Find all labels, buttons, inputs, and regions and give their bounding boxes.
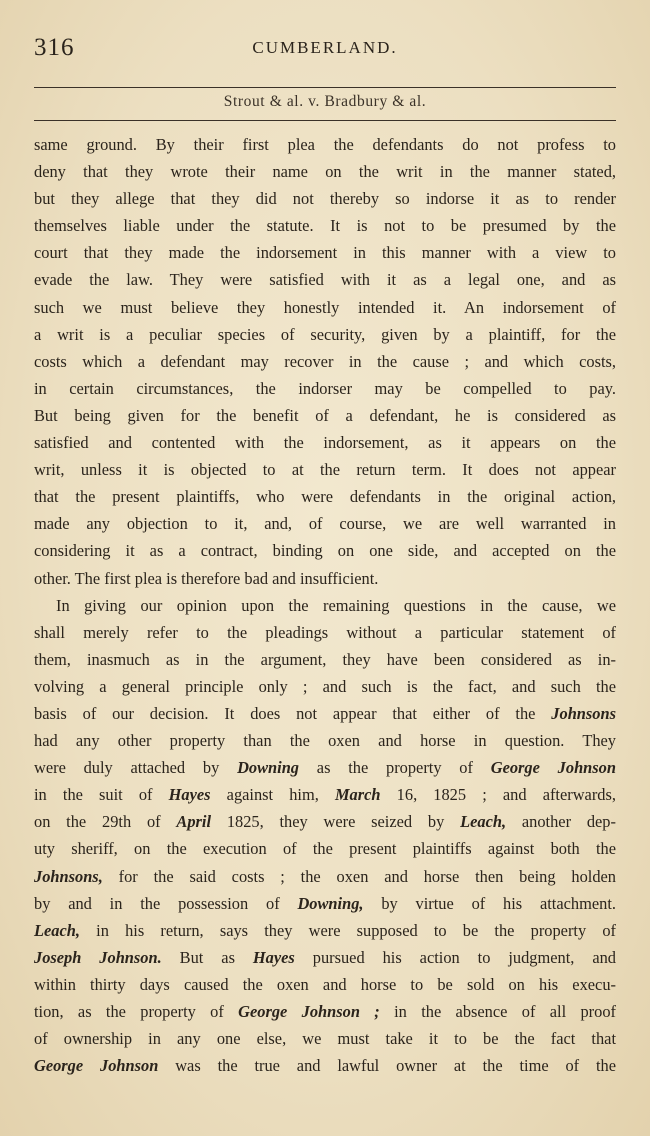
text-line: Joseph Johnson. But as Hayes pursued his action to judgment, and [34, 947, 616, 967]
text-line: But being given for the benefit of a defendant, he is considered as [34, 405, 616, 425]
text-line: them, inasmuch as in the argument, they have been considered as in- [34, 649, 616, 669]
text-line: tion, as the property of George Johnson ; in the absence of all proof [34, 1002, 616, 1021]
body-text [34, 131, 616, 1079]
text-line: within thirty days caused the oxen and horse to be sold on his execu- [34, 974, 616, 994]
text-line: costs which a defendant may recover in the cause ; and which costs, [34, 351, 616, 371]
text-line: considering it as a contract, binding on one side, and accepted on the [34, 541, 616, 561]
text-line: basis of our decision. It does not appear that either of the Johnsons [34, 703, 616, 723]
text-line: Leach, in his return, says they were supposed to be the property of [34, 920, 616, 940]
text-line: In giving our opinion upon the remaining questions in the cause, we [56, 595, 616, 615]
text-line: other. The first plea is therefore bad and insufficient. [34, 568, 379, 588]
text-line: uty sheriff, on the execution of the present plaintiffs against both the [34, 839, 616, 859]
text-line: writ, unless it is objected to at the return term. It does not appear [34, 460, 616, 480]
text-line: on the 29th of April 1825, they were seized by Leach, another dep- [34, 812, 616, 832]
text-line: by and in the possession of Downing, by virtue of his attachment. [34, 893, 616, 913]
text-line: that the present plaintiffs, who were defendants in the original action, [34, 487, 616, 507]
page-number: 316 [34, 34, 75, 61]
text-line: same ground. By their first plea the defendants do not profess to [34, 135, 616, 154]
header-rule-top [34, 87, 616, 88]
text-line: court that they made the indorsement in this manner with a view to [34, 243, 616, 263]
case-title: Strout & al. v. Bradbury & al. [223, 93, 427, 110]
text-line: such we must believe they honestly intended it. An indorsement of [34, 297, 616, 317]
text-line: were duly attached by Downing as the property of George Johnson [34, 758, 616, 778]
text-line: made any objection to it, and, of course, we are well warranted in [34, 514, 616, 534]
text-line: satisfied and contented with the indorsement, as it appears on the [34, 433, 616, 453]
text-line: had any other property than the oxen and horse in question. They [34, 731, 616, 751]
running-head: CUMBERLAND. [252, 38, 398, 57]
text-line: in the suit of Hayes against him, March 16, 1825 ; and afterwards, [34, 785, 616, 805]
text-line: deny that they wrote their name on the writ in the manner stated, [34, 162, 616, 182]
text-line: evade the law. They were satisfied with it as a legal one, and as [34, 270, 616, 290]
text-line: a writ is a peculiar species of security, given by a plaintiff, for the [34, 324, 616, 344]
text-line: George Johnson was the true and lawful owner at the time of the [34, 1056, 616, 1076]
text-line: shall merely refer to the pleadings without a particular statement of [34, 622, 616, 642]
text-line: of ownership in any one else, we must take it to be the fact that [34, 1029, 616, 1049]
text-line: in certain circumstances, the indorser may be compelled to pay. [34, 378, 616, 398]
header-rule-bottom [34, 120, 616, 121]
text-line: themselves liable under the statute. It is not to be presumed by the [34, 216, 616, 236]
page-header [34, 34, 616, 64]
text-line: Johnsons, for the said costs ; the oxen and horse then being holden [34, 866, 616, 886]
text-line: but they allege that they did not thereby so indorse it as to render [34, 189, 616, 209]
text-line: volving a general principle only ; and such is the fact, and such the [34, 676, 616, 696]
